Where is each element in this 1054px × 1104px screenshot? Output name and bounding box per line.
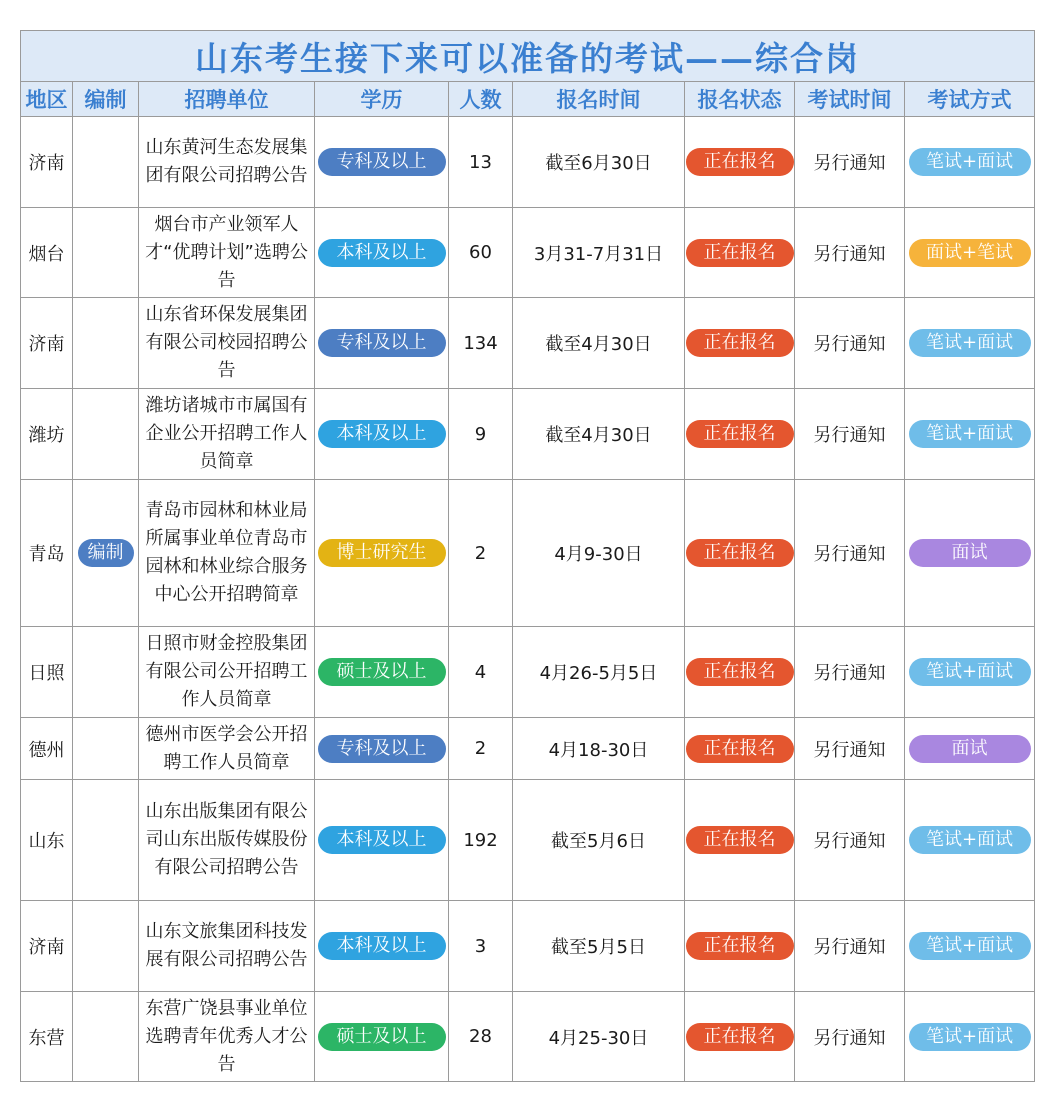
unit-cell[interactable] xyxy=(139,718,315,780)
method-badge: 笔试+面试 xyxy=(909,1023,1031,1051)
table-row xyxy=(21,718,1035,780)
reg-time-cell: 截至6月30日 xyxy=(513,117,685,208)
header-method: 考试方式 xyxy=(905,82,1035,117)
education-badge: 本科及以上 xyxy=(318,239,446,267)
education-badge: 本科及以上 xyxy=(318,420,446,448)
education-cell xyxy=(315,718,449,780)
status-badge: 正在报名 xyxy=(686,826,794,854)
status-badge: 正在报名 xyxy=(686,148,794,176)
bianzhi-badge: 编制 xyxy=(78,539,134,567)
unit-cell[interactable] xyxy=(139,627,315,718)
unit-cell[interactable] xyxy=(139,117,315,208)
unit-name: 山东出版集团有限公司山东出版传媒股份有限公司招聘公告 xyxy=(145,801,308,878)
count-cell: 134 xyxy=(449,298,513,389)
unit-name: 山东黄河生态发展集团有限公司招聘公告 xyxy=(145,137,308,186)
exam-time-cell: 另行通知 xyxy=(795,298,905,389)
table-row xyxy=(21,780,1035,901)
education-cell xyxy=(315,389,449,480)
method-badge: 面试 xyxy=(909,735,1031,763)
education-badge: 本科及以上 xyxy=(318,826,446,854)
header-status: 报名状态 xyxy=(685,82,795,117)
status-cell xyxy=(685,480,795,627)
education-cell xyxy=(315,901,449,992)
status-badge: 正在报名 xyxy=(686,1023,794,1051)
count-cell: 28 xyxy=(449,992,513,1082)
unit-name: 山东省环保发展集团有限公司校园招聘公告 xyxy=(145,304,308,381)
count-cell: 13 xyxy=(449,117,513,208)
reg-time-cell: 3月31-7月31日 xyxy=(513,208,685,298)
exam-time-cell: 另行通知 xyxy=(795,117,905,208)
header-reg-time: 报名时间 xyxy=(513,82,685,117)
exam-time-cell: 另行通知 xyxy=(795,627,905,718)
reg-time-cell: 截至4月30日 xyxy=(513,389,685,480)
exam-time-cell: 另行通知 xyxy=(795,901,905,992)
header-unit: 招聘单位 xyxy=(139,82,315,117)
table-body xyxy=(21,117,1035,1082)
bianzhi-cell xyxy=(73,117,139,208)
education-badge: 专科及以上 xyxy=(318,735,446,763)
count-cell: 2 xyxy=(449,718,513,780)
bianzhi-cell xyxy=(73,208,139,298)
unit-cell[interactable] xyxy=(139,992,315,1082)
region-cell: 东营 xyxy=(21,992,73,1082)
method-badge: 笔试+面试 xyxy=(909,658,1031,686)
reg-time-cell: 4月18-30日 xyxy=(513,718,685,780)
education-cell xyxy=(315,117,449,208)
status-cell xyxy=(685,901,795,992)
status-cell xyxy=(685,780,795,901)
header-row xyxy=(21,82,1035,117)
exam-time-cell: 另行通知 xyxy=(795,992,905,1082)
unit-name: 东营广饶县事业单位选聘青年优秀人才公告 xyxy=(145,997,308,1075)
region-cell: 济南 xyxy=(21,117,73,208)
unit-name: 德州市医学会公开招聘工作人员简章 xyxy=(145,723,308,773)
status-badge: 正在报名 xyxy=(686,658,794,686)
header-bianzhi: 编制 xyxy=(73,82,139,117)
status-badge: 正在报名 xyxy=(686,239,794,267)
status-badge: 正在报名 xyxy=(686,420,794,448)
unit-cell[interactable] xyxy=(139,389,315,480)
count-cell: 192 xyxy=(449,780,513,901)
method-badge: 笔试+面试 xyxy=(909,420,1031,448)
unit-name: 青岛市园林和林业局所属事业单位青岛市园林和林业综合服务中心公开招聘简章 xyxy=(145,500,308,605)
method-cell xyxy=(905,389,1035,480)
bianzhi-cell xyxy=(73,627,139,718)
unit-cell[interactable] xyxy=(139,901,315,992)
count-cell: 4 xyxy=(449,627,513,718)
method-cell xyxy=(905,117,1035,208)
education-cell xyxy=(315,992,449,1082)
count-cell: 9 xyxy=(449,389,513,480)
education-cell xyxy=(315,208,449,298)
method-cell xyxy=(905,627,1035,718)
education-badge: 专科及以上 xyxy=(318,148,446,176)
education-badge: 本科及以上 xyxy=(318,932,446,960)
method-badge: 笔试+面试 xyxy=(909,826,1031,854)
region-cell: 山东 xyxy=(21,780,73,901)
exam-time-cell: 另行通知 xyxy=(795,480,905,627)
education-cell xyxy=(315,298,449,389)
title-row xyxy=(21,31,1035,82)
region-cell: 德州 xyxy=(21,718,73,780)
header-count: 人数 xyxy=(449,82,513,117)
unit-name: 烟台市产业领军人才“优聘计划”选聘公告 xyxy=(145,213,308,291)
status-badge: 正在报名 xyxy=(686,539,794,567)
exam-time-cell: 另行通知 xyxy=(795,208,905,298)
status-badge: 正在报名 xyxy=(686,932,794,960)
region-cell: 济南 xyxy=(21,298,73,389)
method-badge: 面试 xyxy=(909,539,1031,567)
exam-table xyxy=(20,30,1035,1082)
reg-time-cell: 4月26-5月5日 xyxy=(513,627,685,718)
method-badge: 笔试+面试 xyxy=(909,148,1031,176)
unit-cell[interactable] xyxy=(139,780,315,901)
reg-time-cell: 4月25-30日 xyxy=(513,992,685,1082)
exam-time-cell: 另行通知 xyxy=(795,389,905,480)
status-cell xyxy=(685,627,795,718)
status-cell xyxy=(685,117,795,208)
method-badge: 面试+笔试 xyxy=(909,239,1031,267)
education-cell xyxy=(315,627,449,718)
bianzhi-cell xyxy=(73,389,139,480)
unit-cell[interactable] xyxy=(139,208,315,298)
count-cell: 2 xyxy=(449,480,513,627)
region-cell: 潍坊 xyxy=(21,389,73,480)
count-cell: 3 xyxy=(449,901,513,992)
unit-name: 山东文旅集团科技发展有限公司招聘公告 xyxy=(145,921,308,970)
method-cell xyxy=(905,780,1035,901)
education-cell xyxy=(315,780,449,901)
unit-name: 日照市财金控股集团有限公司公开招聘工作人员简章 xyxy=(145,633,308,710)
status-badge: 正在报名 xyxy=(686,329,794,357)
method-cell xyxy=(905,992,1035,1082)
reg-time-cell: 截至4月30日 xyxy=(513,298,685,389)
status-cell xyxy=(685,208,795,298)
exam-time-cell: 另行通知 xyxy=(795,780,905,901)
method-badge: 笔试+面试 xyxy=(909,932,1031,960)
status-badge: 正在报名 xyxy=(686,735,794,763)
region-cell: 烟台 xyxy=(21,208,73,298)
reg-time-cell: 截至5月6日 xyxy=(513,780,685,901)
table-title: 山东考生接下来可以准备的考试——综合岗 xyxy=(21,31,1035,82)
education-badge: 博士研究生 xyxy=(318,539,446,567)
education-badge: 专科及以上 xyxy=(318,329,446,357)
unit-cell[interactable] xyxy=(139,298,315,389)
table-row xyxy=(21,298,1035,389)
exam-table-sheet xyxy=(20,30,1034,1082)
table-row xyxy=(21,627,1035,718)
bianzhi-cell xyxy=(73,480,139,627)
education-badge: 硕士及以上 xyxy=(318,1023,446,1051)
bianzhi-cell xyxy=(73,901,139,992)
education-cell xyxy=(315,480,449,627)
method-cell xyxy=(905,298,1035,389)
bianzhi-cell xyxy=(73,992,139,1082)
method-badge: 笔试+面试 xyxy=(909,329,1031,357)
region-cell: 青岛 xyxy=(21,480,73,627)
region-cell: 日照 xyxy=(21,627,73,718)
table-row xyxy=(21,208,1035,298)
table-row xyxy=(21,901,1035,992)
unit-cell[interactable] xyxy=(139,480,315,627)
status-cell xyxy=(685,718,795,780)
reg-time-cell: 4月9-30日 xyxy=(513,480,685,627)
header-region: 地区 xyxy=(21,82,73,117)
region-cell: 济南 xyxy=(21,901,73,992)
bianzhi-cell xyxy=(73,780,139,901)
table-row xyxy=(21,389,1035,480)
exam-time-cell: 另行通知 xyxy=(795,718,905,780)
method-cell xyxy=(905,480,1035,627)
reg-time-cell: 截至5月5日 xyxy=(513,901,685,992)
method-cell xyxy=(905,901,1035,992)
bianzhi-cell xyxy=(73,718,139,780)
header-education: 学历 xyxy=(315,82,449,117)
education-badge: 硕士及以上 xyxy=(318,658,446,686)
table-row xyxy=(21,992,1035,1082)
table-row xyxy=(21,480,1035,627)
status-cell xyxy=(685,298,795,389)
status-cell xyxy=(685,389,795,480)
header-exam-time: 考试时间 xyxy=(795,82,905,117)
method-cell xyxy=(905,718,1035,780)
bianzhi-cell xyxy=(73,298,139,389)
status-cell xyxy=(685,992,795,1082)
unit-name: 潍坊诸城市市属国有企业公开招聘工作人员简章 xyxy=(145,395,308,472)
method-cell xyxy=(905,208,1035,298)
count-cell: 60 xyxy=(449,208,513,298)
table-row xyxy=(21,117,1035,208)
